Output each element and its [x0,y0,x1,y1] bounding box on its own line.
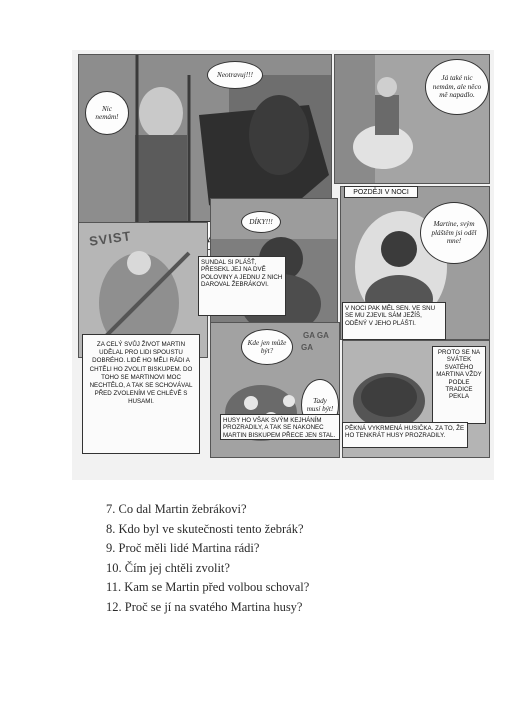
bubble-text: Kde jen může být? [247,338,287,355]
speech-bubble [85,91,129,135]
caption-box: PĚKNÁ VYKRMENÁ HUSIČKA. ZA TO, ŽE HO TENKRÁT HUSY PROZRADILY. [342,422,468,448]
speech-bubble [207,61,263,89]
speech-bubble [241,329,293,365]
panel-2 [334,54,490,184]
caption-box: ZA CELÝ SVŮJ ŽIVOT MARTIN UDĚLAL PRO LIDI SPOUSTU DOBRÉHO. LIDÉ HO MĚLI RÁDI A CHTĚLI HO ZVOLIT BISKUPEM. DO TOHO SE MARTINOVI MOC NECHTĚLO, A TAK SE SCHOVÁVAL PŘED ZVOLENÍM VE CHLÉVĚ S HUSAMI. [82,334,200,454]
speech-bubble [420,202,488,264]
question-item: 10. Čím jej chtěli zvolit? [106,560,230,575]
bubble-text: Neotravuj!!! [217,70,253,79]
bubble-text: Martine, svým pláštěm jsi oděl mne! [431,220,477,246]
sound-effect: GA [301,343,313,352]
caption-box: SUNDAL SI PLÁŠŤ, PŘESEKL JEJ NA DVĚ POLOVINY A JEDNU Z NICH DAROVAL ŽEBRÁKOVI. [198,256,286,316]
caption-box: PROTO SE NA SVÁTEK SVATÉHO MARTINA VŽDY PODLE TRADICE PEKLA [432,346,486,424]
speech-bubble [241,211,281,233]
question-item: 9. Proč měli lidé Martina rádi? [106,541,260,556]
speech-bubble [425,59,489,115]
bubble-text: DÍKY!!! [249,217,273,226]
bubble-text: Já také nic nemám, ale něco mě napadlo. [432,74,482,100]
sound-effect: GA GA [303,331,329,340]
question-list [106,500,486,618]
question-item: 8. Kdo byl ve skutečnosti tento žebrák? [106,521,304,536]
sound-effect: SVIST [88,228,133,249]
question-item: 12. Proč se jí na svatého Martina husy? [106,599,303,614]
question-item: 11. Kam se Martin před volbou schoval? [106,580,310,595]
caption-box: V NOCI PAK MĚL SEN. VE SNU SE MU ZJEVIL SÁM JEŽÍŠ, ODĚNÝ V JEHO PLÁŠTI. [342,302,446,340]
caption-box: HUSY HO VŠAK SVÝM KEJHÁNÍM PROZRADILY, A TAK SE NAKONEC MARTIN BISKUPEM PŘECE JEN STAL. [220,414,340,440]
bubble-text: Tady musí být! [306,396,334,413]
comic-page [72,50,494,480]
bubble-text: Nic nemám! [95,104,119,121]
question-item: 7. Co dal Martin žebrákovi? [106,502,247,516]
section-heading: POZDĚJI V NOCI [344,186,418,198]
